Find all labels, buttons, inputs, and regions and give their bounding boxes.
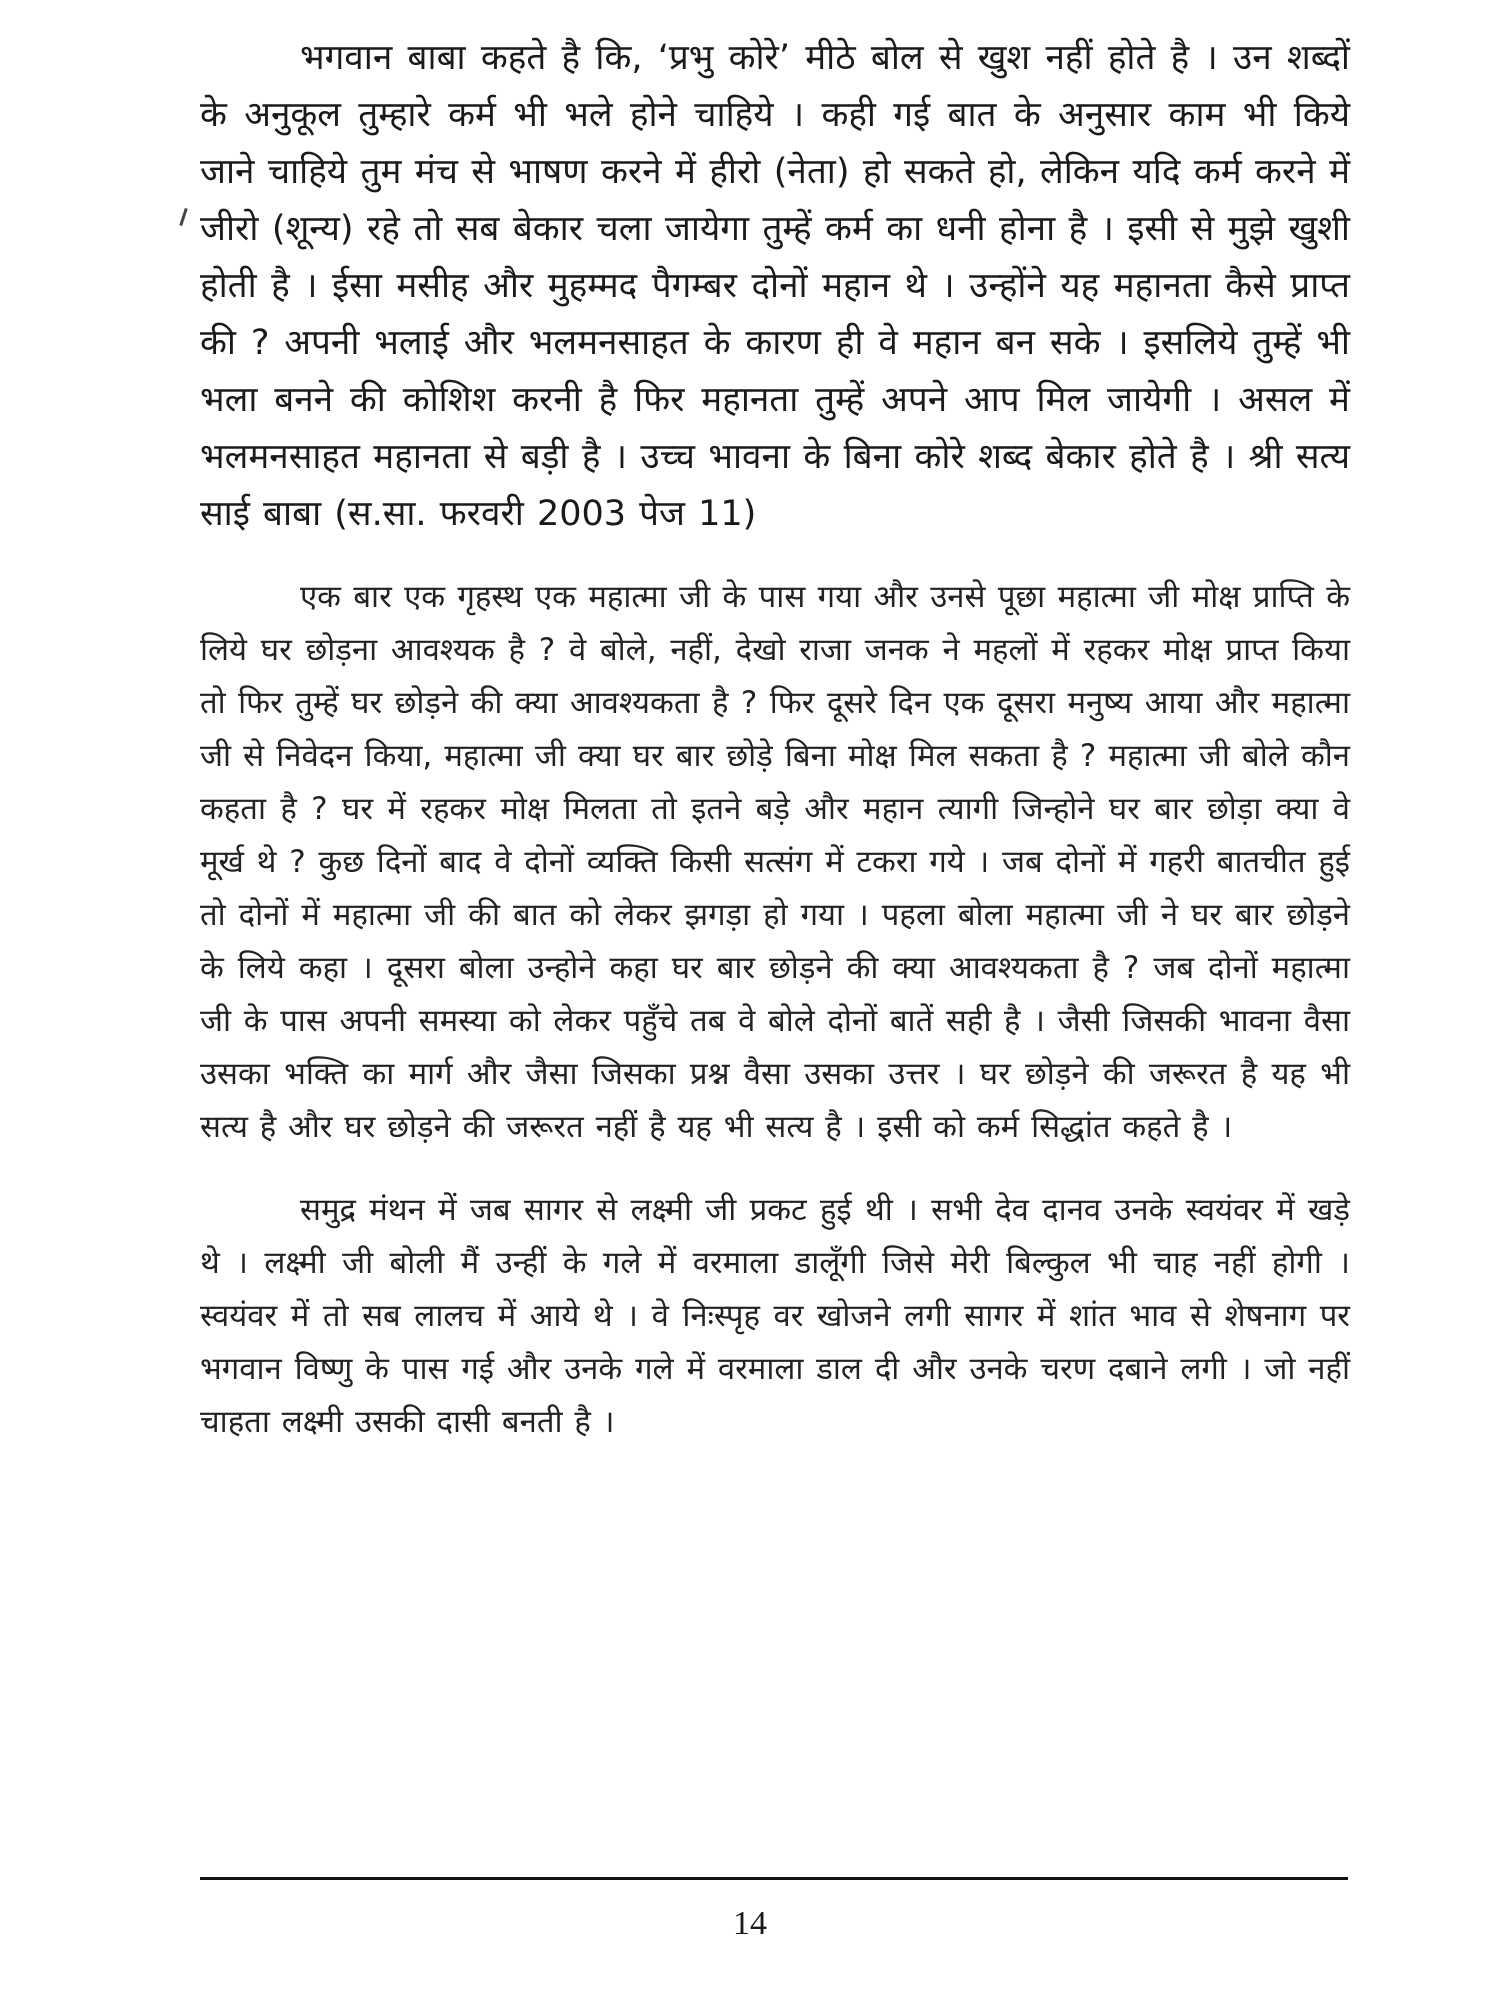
footer-divider: [200, 1877, 1348, 1880]
page-number: 14: [733, 1905, 767, 1942]
paragraph-sai-baba-quote: भगवान बाबा कहते है कि, ‘प्रभु कोरे’ मीठे बोल से खुश नहीं होते है । उन शब्दों के अनुकूल तुम्हारे कर्म भी भले होने चाहिये । कही गई बात के अनुसार काम भी किये जाने चाहिये तुम मंच से भाषण करने में हीरो (नेता) हो सकते हो, लेकिन यदि कर्म करने में जीरो (शून्य) रहे तो सब बेकार चला जायेगा तुम्हें कर्म का धनी होना है । इसी से मुझे खुशी होती है । ईसा मसीह और मुहम्मद पैगम्बर दोनों महान थे । उन्होंने यह महानता कैसे प्राप्त की ? अपनी भलाई और भलमनसाहत के कारण ही वे महान बन सके । इसलिये तुम्हें भी भला बनने की कोशिश करनी है फिर महानता तुम्हें अपने आप मिल जायेगी । असल में भलमनसाहत महानता से बड़ी है । उच्च भावना के बिना कोरे शब्द बेकार होते है । श्री सत्य साई बाबा (स.सा. फरवरी 2003 पेज 11): [200, 38, 1350, 534]
paragraph-householder-story: एक बार एक गृहस्थ एक महात्मा जी के पास गया और उनसे पूछा महात्मा जी मोक्ष प्राप्ति के लिये घर छोड़ना आवश्यक है ? वे बोले, नहीं, देखो राजा जनक ने महलों में रहकर मोक्ष प्राप्त किया तो फिर तुम्हें घर छोड़ने की क्या आवश्यकता है ? फिर दूसरे दिन एक दूसरा मनुष्य आया और महात्मा जी से निवेदन किया, महात्मा जी क्या घर बार छोड़े बिना मोक्ष मिल सकता है ? महात्मा जी बोले कौन कहता है ? घर में रहकर मोक्ष मिलता तो इतने बड़े और महान त्यागी जिन्होने घर बार छोड़ा क्या वे मूर्ख थे ? कुछ दिनों बाद वे दोनों व्यक्ति किसी सत्संग में टकरा गये । जब दोनों में गहरी बातचीत हुई तो दोनों में महात्मा जी की बात को लेकर झगड़ा हो गया । पहला बोला महात्मा जी ने घर बार छोड़ने के लिये कहा । दूसरा बोला उन्होने कहा घर बार छोड़ने की क्या आवश्यकता है ? जब दोनों महात्मा जी के पास अपनी समस्या को लेकर पहुँचे तब वे बोले दोनों बातें सही है । जैसी जिसकी भावना वैसा उसका भक्ति का मार्ग और जैसा जिसका प्रश्न वैसा उसका उत्तर । घर छोड़ने की जरूरत है यह भी सत्य है और घर छोड़ने की जरूरत नहीं है यह भी सत्य है । इसी को कर्म सिद्धांत कहते है ।: [200, 579, 1350, 1145]
paragraph-lakshmi-story: समुद्र मंथन में जब सागर से लक्ष्मी जी प्रकट हुई थी । सभी देव दानव उनके स्वयंवर में खड़े थे । लक्ष्मी जी बोली मैं उन्हीं के गले में वरमाला डालूँगी जिसे मेरी बिल्कुल भी चाह नहीं होगी । स्वयंवर में तो सब लालच में आये थे । वे निःस्पृह वर खोजने लगी सागर में शांत भाव से शेषनाग पर भगवान विष्णु के पास गई और उनके गले में वरमाला डाल दी और उनके चरण दबाने लगी । जो नहीं चाहता लक्ष्मी उसकी दासी बनती है ।: [200, 1192, 1350, 1440]
page-body: [200, 30, 1350, 1860]
margin-pen-mark: [179, 208, 187, 226]
